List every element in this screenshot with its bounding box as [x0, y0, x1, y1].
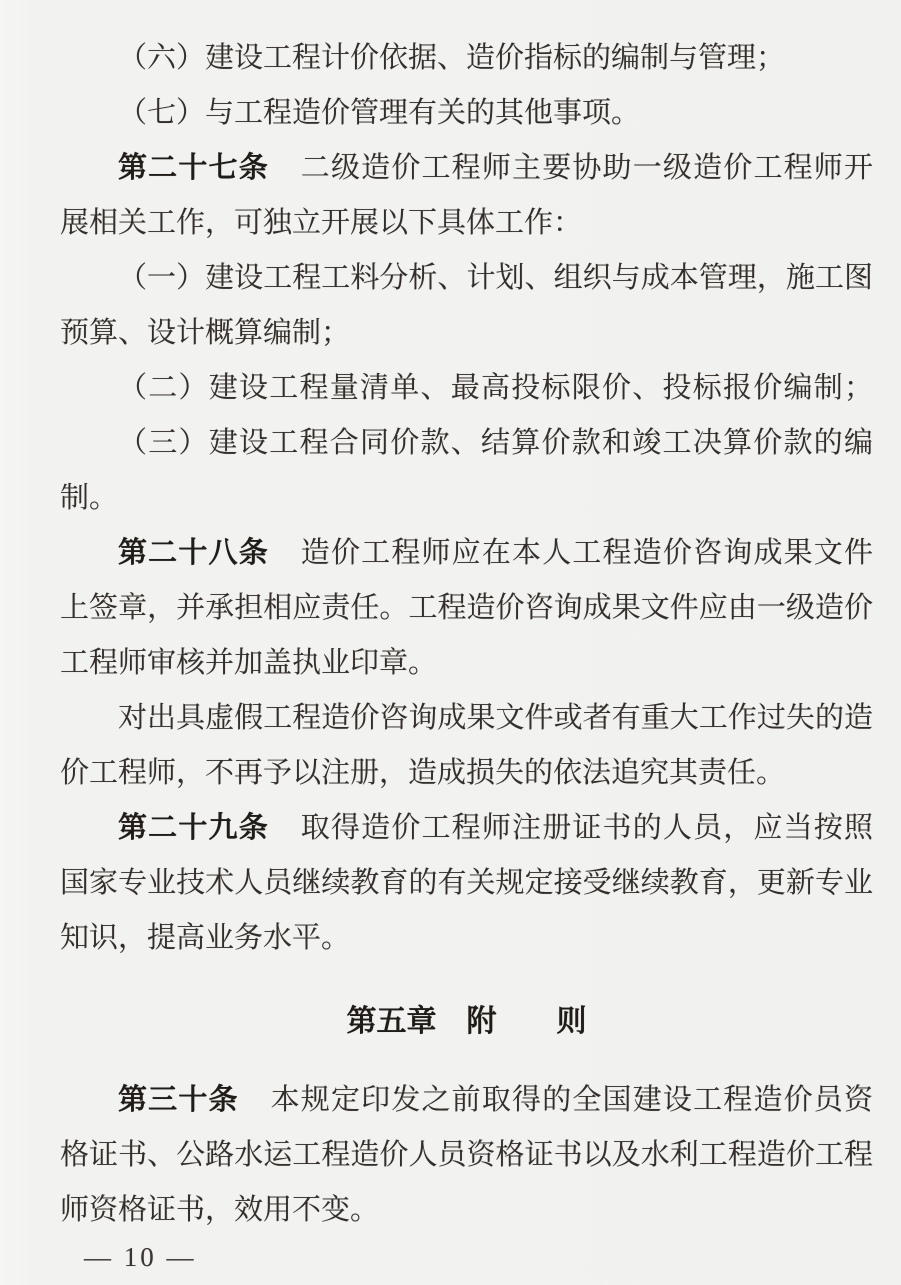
paragraph-line — [60, 141, 873, 196]
line-text: 预算、设计概算编制； — [60, 317, 351, 349]
article-number: 第二十九条 — [118, 812, 269, 844]
paragraph-line — [60, 1073, 873, 1128]
chapter-heading: 第五章 附 则 — [346, 1005, 587, 1038]
paragraph-line — [60, 911, 873, 966]
line-text: 国家专业技术人员继续教育的有关规定接受继续教育，更新专业 — [60, 867, 873, 899]
line-text: 取得造价工程师注册证书的人员，应当按照 — [300, 812, 873, 844]
line-text: 工程师审核并加盖执业印章。 — [60, 647, 438, 679]
line-text: （七）与工程造价管理有关的其他事项。 — [118, 97, 641, 129]
paragraph-line — [60, 636, 873, 691]
paragraph-line — [60, 856, 873, 911]
line-text: 展相关工作，可独立开展以下具体工作： — [60, 207, 583, 239]
paragraph-line — [60, 86, 873, 141]
paragraph-line — [60, 306, 873, 361]
line-text: 二级造价工程师主要协助一级造价工程师开 — [300, 152, 873, 184]
line-text: 格证书、公路水运工程造价人员资格证书以及水利工程造价工程 — [60, 1139, 873, 1171]
line-text: 上签章，并承担相应责任。工程造价咨询成果文件应由一级造价 — [60, 592, 873, 624]
line-text: 师资格证书，效用不变。 — [60, 1194, 380, 1226]
article-number: 第三十条 — [118, 1084, 239, 1116]
paragraph-line — [60, 746, 873, 801]
line-text: 知识，提高业务水平。 — [60, 922, 351, 954]
article-number: 第二十七条 — [118, 152, 269, 184]
paragraph-line — [60, 251, 873, 306]
line-text: （三）建设工程合同价款、结算价款和竣工决算价款的编 — [118, 427, 873, 459]
line-text: 造价工程师应在本人工程造价咨询成果文件 — [300, 537, 873, 569]
line-text: 制。 — [60, 482, 119, 514]
line-text: 对出具虚假工程造价咨询成果文件或者有重大工作过失的造 — [118, 702, 873, 734]
paragraph-line — [60, 31, 873, 86]
page-number: — 10 — — [84, 1242, 197, 1272]
line-text: （二）建设工程量清单、最高投标限价、投标报价编制； — [118, 372, 873, 404]
line-text: 价工程师，不再予以注册，造成损失的依法追究其责任。 — [60, 757, 786, 789]
line-text: （六）建设工程计价依据、造价指标的编制与管理； — [118, 42, 786, 74]
paragraph-line — [60, 526, 873, 581]
paragraph-line — [60, 801, 873, 856]
paragraph-line — [60, 471, 873, 526]
article-number: 第二十八条 — [118, 537, 269, 569]
paragraph-line — [60, 691, 873, 746]
line-text: （一）建设工程工料分析、计划、组织与成本管理，施工图 — [118, 262, 873, 294]
paragraph-line — [60, 361, 873, 416]
paragraph-line — [60, 1128, 873, 1183]
paragraph-line — [60, 196, 873, 251]
line-text: 本规定印发之前取得的全国建设工程造价员资 — [270, 1084, 873, 1116]
paragraph-line — [60, 416, 873, 471]
paragraph-line — [60, 1183, 873, 1238]
paragraph-line — [60, 581, 873, 636]
